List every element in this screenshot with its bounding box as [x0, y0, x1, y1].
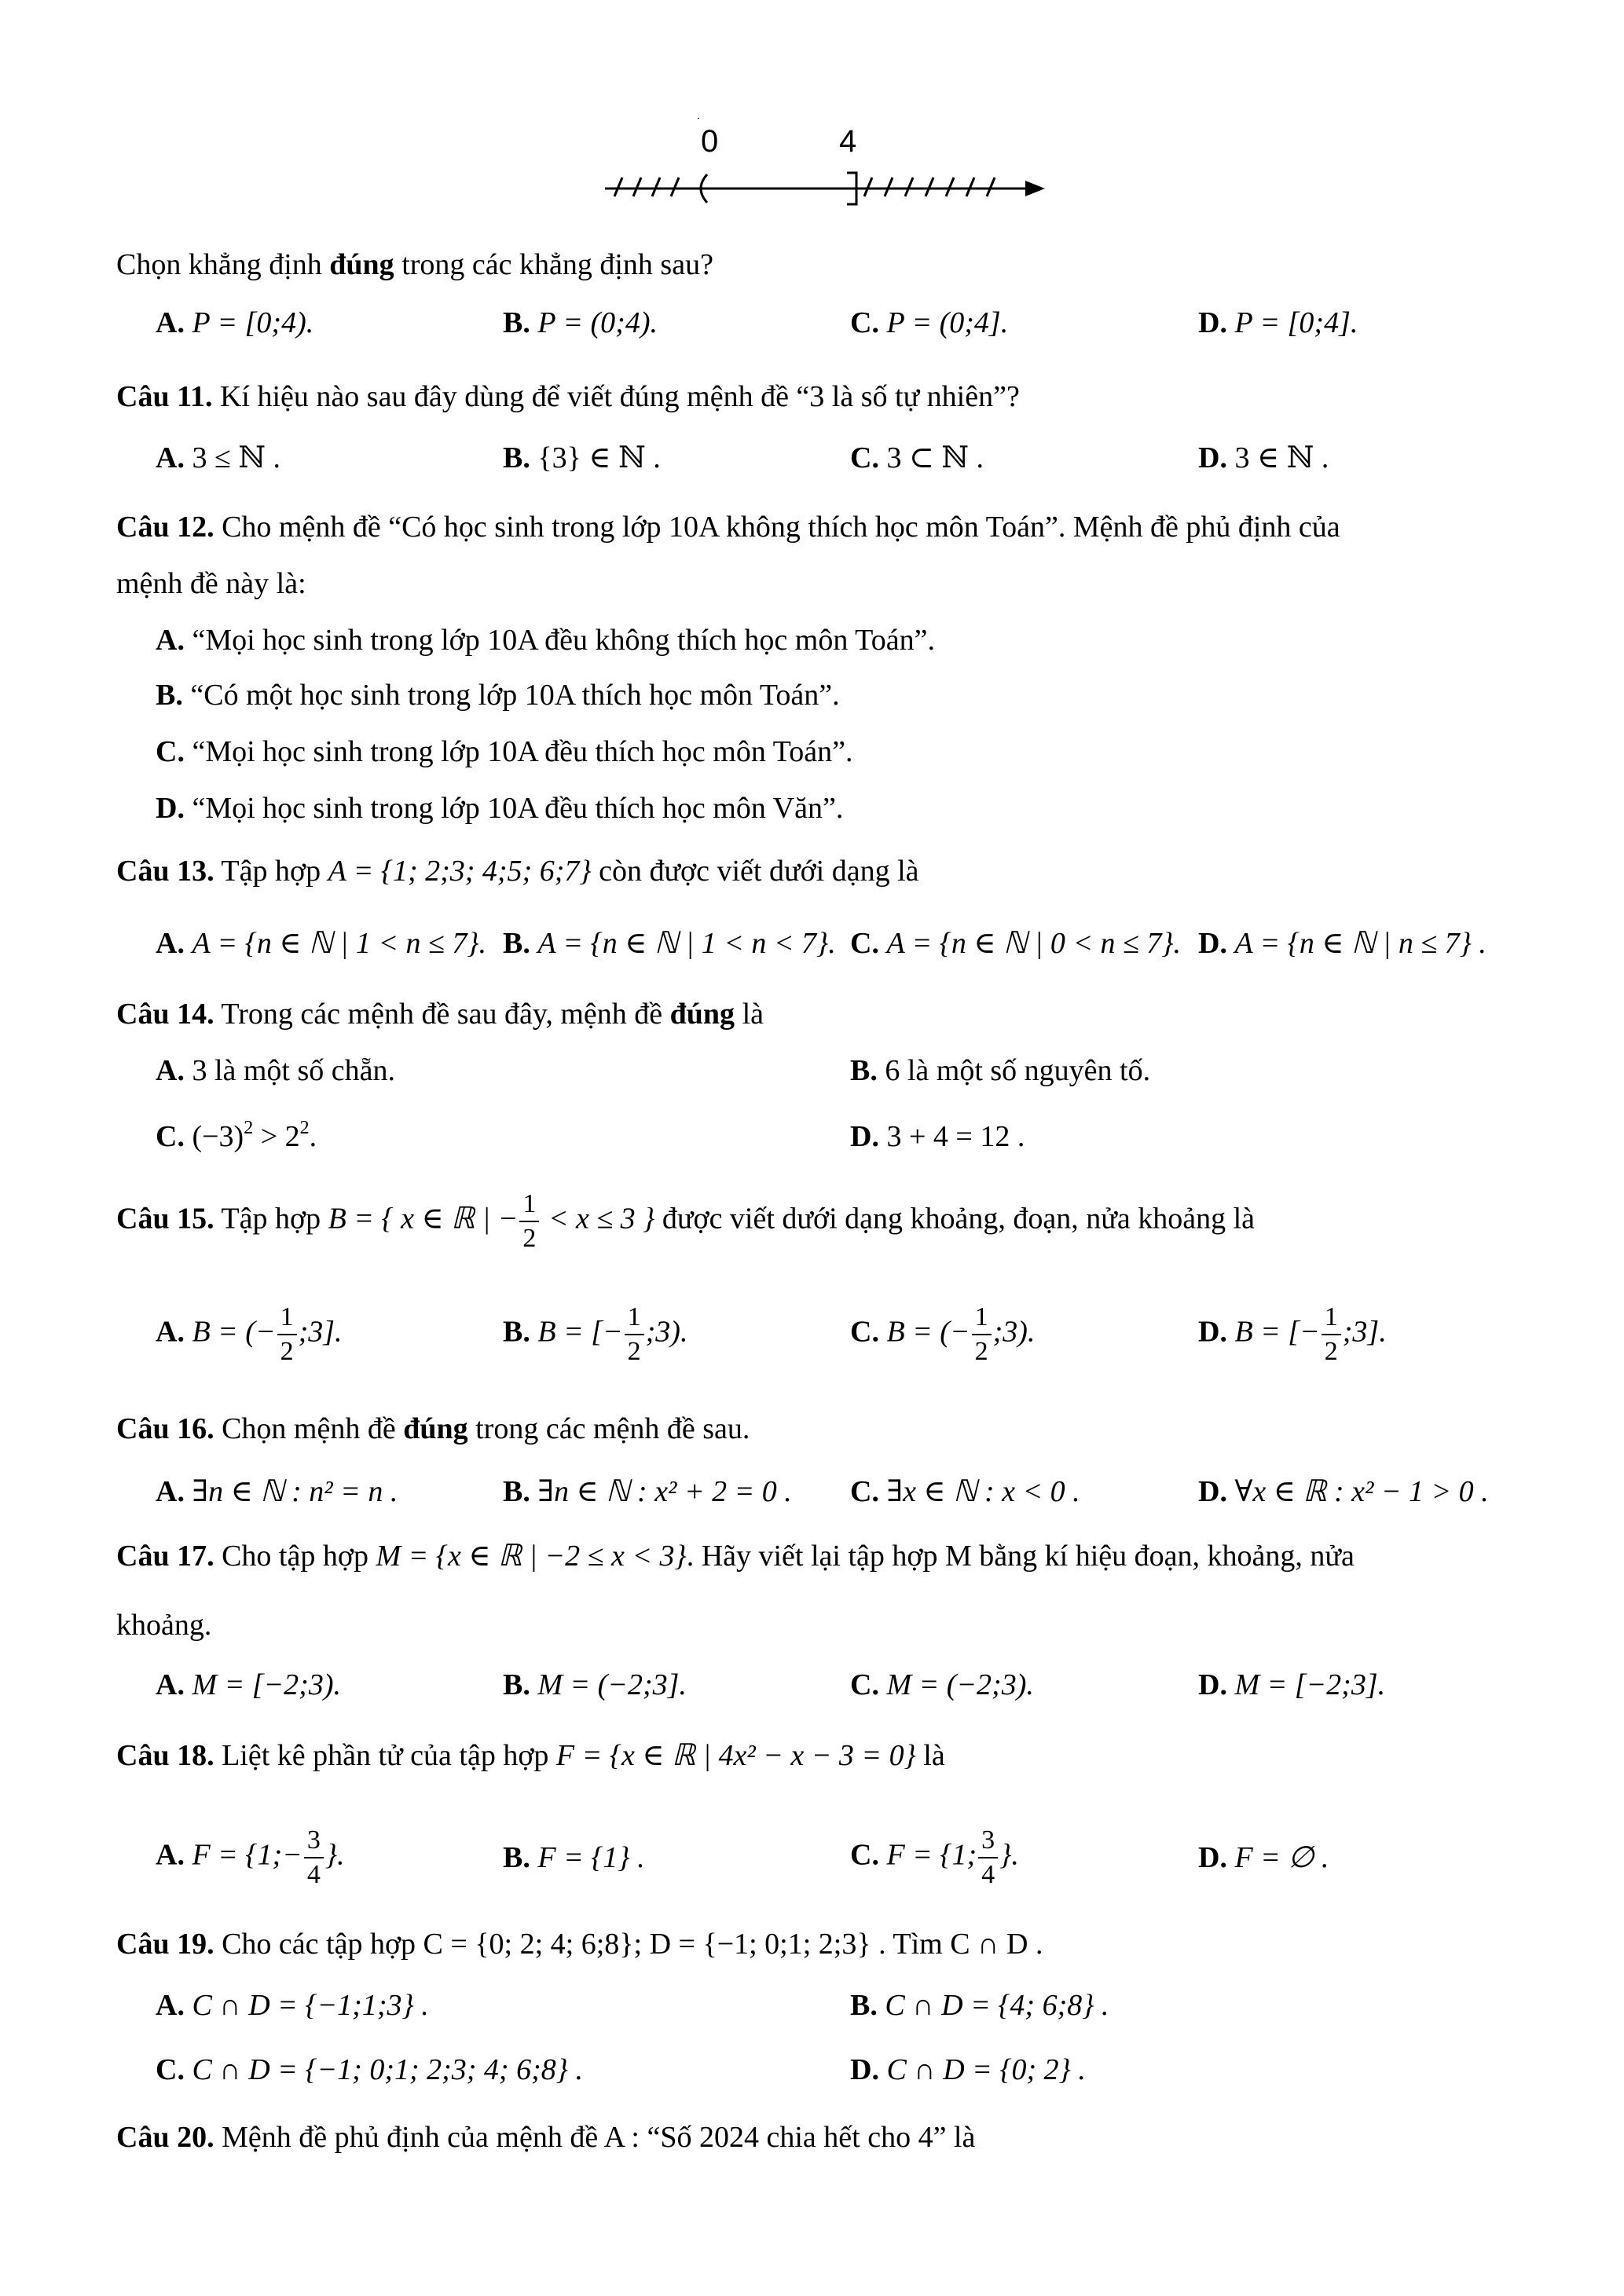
q12-option-c[interactable]: C. “Mọi học sinh trong lớp 10A đều thích học môn Toán”.	[156, 735, 853, 768]
q14-option-c[interactable]: C. $(-3)^2 > 2^2$.	[156, 1118, 317, 1153]
q13-option-c[interactable]: C. A = {n ∈ ℕ | 0 < n ≤ 7}.	[850, 927, 1182, 960]
q12-option-d[interactable]: D. “Mọi học sinh trong lớp 10A đều thích học môn Văn”.	[156, 792, 844, 825]
q13-prompt: Câu 13. Tập hợp A = {1; 2;3; 4;5; 6;7} còn được viết dưới dạng là	[116, 855, 919, 888]
q15-fraction: $\frac{1}{2}$	[519, 1191, 539, 1252]
q19-prompt: Câu 19. Cho các tập hợp C = {0; 2; 4; 6;8}; D = {−1; 0;1; 2;3} . Tìm C ∩ D .	[116, 1928, 1043, 1961]
q17-option-a[interactable]: A. M = [−2;3).	[156, 1668, 341, 1701]
q11-prompt: Câu 11. Kí hiệu nào sau đây dùng để viết đúng mệnh đề “3 là số tự nhiên”?	[116, 380, 1020, 413]
q15-option-a[interactable]: A. B = (− $\frac{1}{2}$ ;3].	[156, 1302, 343, 1366]
q20-prompt: Câu 20. Mệnh đề phủ định của mệnh đề A : “Số 2024 chia hết cho 4” là	[116, 2121, 976, 2154]
q11-option-a[interactable]: A. 3 ≤ ℕ .	[156, 441, 281, 474]
number-line	[597, 118, 1053, 220]
number-line-label-4: 4	[839, 124, 857, 159]
q14-option-d[interactable]: D. 3 + 4 = 12 .	[850, 1120, 1025, 1153]
q15-option-c[interactable]: C. B = (− $\frac{1}{2}$ ;3).	[850, 1302, 1036, 1366]
number-line-figure	[597, 118, 1053, 220]
q18-option-a[interactable]: A. F = {1;− $\frac{3}{4}$ }.	[156, 1825, 345, 1889]
q18-option-b[interactable]: B. F = {1} .	[503, 1841, 645, 1874]
q19-option-c[interactable]: C. C ∩ D = {−1; 0;1; 2;3; 4; 6;8} .	[156, 2053, 583, 2086]
q14-prompt: Câu 14. Trong các mệnh đề sau đây, mệnh đề đúng là	[116, 998, 764, 1031]
q10-option-c[interactable]: C. P = (0;4].	[850, 306, 1009, 339]
q11-option-d[interactable]: D. 3 ∈ ℕ .	[1198, 441, 1329, 474]
q14-option-a[interactable]: A. 3 là một số chẵn.	[156, 1054, 396, 1087]
q18-option-d[interactable]: D. F = ∅ .	[1198, 1841, 1329, 1874]
q18-prompt: Câu 18. Liệt kê phần tử của tập hợp F = {x ∈ ℝ | 4x² − x − 3 = 0} là	[116, 1739, 945, 1772]
q16-option-d[interactable]: D. ∀x ∈ ℝ : x² − 1 > 0 .	[1198, 1475, 1489, 1508]
q16-option-c[interactable]: C. ∃x ∈ ℕ : x < 0 .	[850, 1475, 1080, 1508]
q15-prompt: Câu 15. Tập hợp B = { x ∈ ℝ | − $\frac{1}{2}$ < x ≤ 3 } được viết dưới dạng khoảng, đoạn, nửa khoảng là	[116, 1189, 1256, 1253]
q19-option-b[interactable]: B. C ∩ D = {4; 6;8} .	[850, 1989, 1109, 2022]
q13-option-b[interactable]: B. A = {n ∈ ℕ | 1 < n < 7}.	[503, 927, 836, 960]
q12-prompt-line2: mệnh đề này là:	[116, 567, 306, 600]
q16-option-b[interactable]: B. ∃n ∈ ℕ : x² + 2 = 0 .	[503, 1475, 792, 1508]
q17-prompt-line2: khoảng.	[116, 1609, 212, 1642]
q17-option-b[interactable]: B. M = (−2;3].	[503, 1668, 687, 1701]
q13-option-d[interactable]: D. A = {n ∈ ℕ | n ≤ 7} .	[1198, 927, 1487, 960]
q15-option-b[interactable]: B. B = [− $\frac{1}{2}$ ;3).	[503, 1302, 688, 1366]
q16-prompt: Câu 16. Chọn mệnh đề đúng trong các mệnh đề sau.	[116, 1412, 750, 1445]
q10-option-b[interactable]: B. P = (0;4).	[503, 306, 658, 339]
q16-option-a[interactable]: A. ∃n ∈ ℕ : n² = n .	[156, 1475, 398, 1508]
q17-option-c[interactable]: C. M = (−2;3).	[850, 1668, 1034, 1701]
q17-option-d[interactable]: D. M = [−2;3].	[1198, 1668, 1386, 1701]
number-line-label-0: 0	[701, 124, 719, 159]
q10-option-a[interactable]: A. P = [0;4).	[156, 306, 314, 339]
q12-option-b[interactable]: B. “Có một học sinh trong lớp 10A thích học môn Toán”.	[156, 679, 840, 712]
q15-option-d[interactable]: D. B = [− $\frac{1}{2}$ ;3].	[1198, 1302, 1387, 1366]
q17-prompt-line1: Câu 17. Cho tập hợp M = {x ∈ ℝ | −2 ≤ x < 3}. Hãy viết lại tập hợp M bằng kí hiệu đoạn, khoảng, nửa	[116, 1540, 1355, 1573]
q11-option-c[interactable]: C. 3 ⊂ ℕ .	[850, 441, 984, 474]
q18-option-c[interactable]: C. F = {1; $\frac{3}{4}$ }.	[850, 1825, 1019, 1889]
q10-option-d[interactable]: D. P = [0;4].	[1198, 306, 1358, 339]
q12-option-a[interactable]: A. “Mọi học sinh trong lớp 10A đều không thích học môn Toán”.	[156, 624, 935, 657]
q11-option-b[interactable]: B. {3} ∈ ℕ .	[503, 441, 661, 474]
q19-option-a[interactable]: A. C ∩ D = {−1;1;3} .	[156, 1989, 429, 2022]
q12-prompt-line1: Câu 12. Cho mệnh đề “Có học sinh trong lớp 10A không thích học môn Toán”. Mệnh đề phủ định của	[116, 511, 1340, 544]
q19-option-d[interactable]: D. C ∩ D = {0; 2} .	[850, 2053, 1086, 2086]
q13-option-a[interactable]: A. A = {n ∈ ℕ | 1 < n ≤ 7}.	[156, 927, 487, 960]
q10-prompt: Chọn khẳng định đúng trong các khẳng định sau?	[116, 248, 713, 281]
q14-option-b[interactable]: B. 6 là một số nguyên tố.	[850, 1054, 1151, 1087]
